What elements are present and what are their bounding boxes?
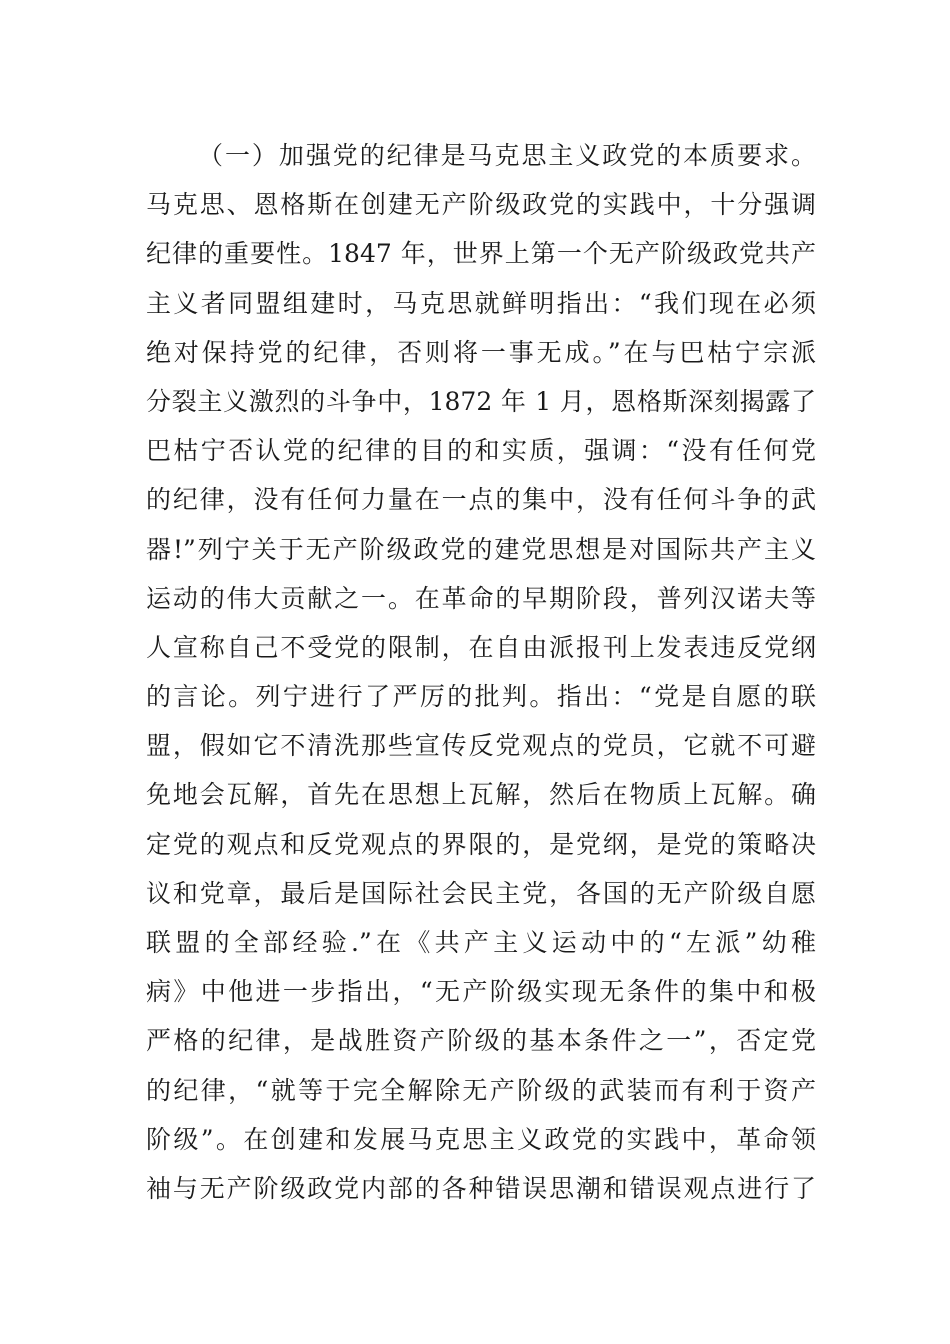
text-line: 严格的纪律，是战胜资产阶级的基本条件之一”，否定党 <box>146 1026 816 1056</box>
text-line: 定党的观点和反党观点的界限的，是党纲，是党的策略决 <box>146 829 816 859</box>
text-line: 主义者同盟组建时，马克思就鲜明指出：“我们现在必须 <box>146 288 816 318</box>
text-line: 的纪律，没有任何力量在一点的集中，没有任何斗争的武 <box>146 485 816 515</box>
text-line: 绝对保持党的纪律，否则将一事无成。”在与巴枯宁宗派 <box>146 337 816 367</box>
text-line: 阶级”。在创建和发展马克思主义政党的实践中，革命领 <box>146 1124 816 1154</box>
text-line: 的言论。列宁进行了严厉的批判。指出：“党是自愿的联 <box>146 682 816 712</box>
text-line: 马克思、恩格斯在创建无产阶级政党的实践中，十分强调 <box>146 190 816 220</box>
text-line: 纪律的重要性。1847 年，世界上第一个无产阶级政党共产 <box>146 239 816 269</box>
text-line: 联盟的全部经验.”在《共产主义运动中的“左派”幼稚 <box>146 928 816 957</box>
text-line: 盟，假如它不清洗那些宣传反党观点的党员，它就不可避 <box>146 731 816 761</box>
text-line: 人宣称自己不受党的限制，在自由派报刊上发表违反党纲 <box>146 632 816 662</box>
text-line: 免地会瓦解，首先在思想上瓦解，然后在物质上瓦解。确 <box>146 780 816 810</box>
text-line: 分裂主义激烈的斗争中，1872 年 1 月，恩格斯深刻揭露了 <box>146 386 816 416</box>
text-line: 的纪律，“就等于完全解除无产阶级的武装而有利于资产 <box>146 1075 816 1105</box>
text-line: 巴枯宁否认党的纪律的目的和实质，强调：“没有任何党 <box>146 436 816 466</box>
text-line: 议和党章，最后是国际社会民主党，各国的无产阶级自愿 <box>146 878 816 908</box>
text-line: 病》中他进一步指出，“无产阶级实现无条件的集中和极 <box>146 977 816 1007</box>
body-paragraph <box>146 131 816 1213</box>
text-line: 运动的伟大贡献之一。在革命的早期阶段，普列汉诺夫等 <box>146 583 816 613</box>
text-line: 袖与无产阶级政党内部的各种错误思潮和错误观点进行了 <box>146 1173 816 1203</box>
text-line: （一）加强党的纪律是马克思主义政党的本质要求。 <box>198 141 816 170</box>
text-line: 器!”列宁关于无产阶级政党的建党思想是对国际共产主义 <box>146 534 816 564</box>
